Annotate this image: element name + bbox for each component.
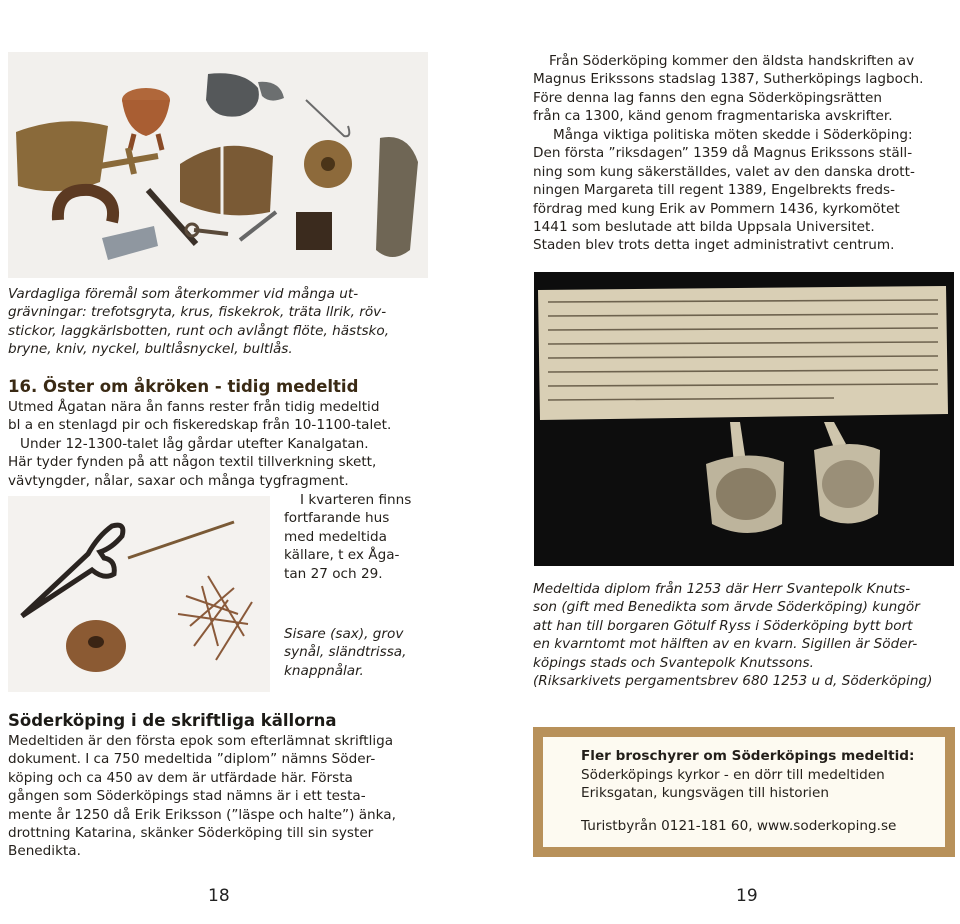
body-line: I kvarteren finns xyxy=(300,492,412,508)
body-line: Före denna lag fanns den egna Söderköpingsrätten xyxy=(533,89,883,106)
diploma-illustration xyxy=(534,272,954,566)
law-book-text xyxy=(533,52,953,126)
more-brochures-inner xyxy=(543,737,945,847)
caption-line: stickor, laggkärlsbotten, runt och avlångt flöte, hästsko, xyxy=(8,322,390,339)
body-line: dokument. I ca 750 medeltida ”diplom” nämns Söder- xyxy=(8,751,376,768)
tools-illustration xyxy=(8,496,270,692)
body-line: vävtyngder, nålar, saxar och många tygfragment. xyxy=(8,472,349,489)
caption-line: Sisare (sax), grov xyxy=(284,626,404,642)
page-number: 18 xyxy=(208,886,230,906)
objects-photo xyxy=(8,52,428,278)
body-line: köping och ca 450 av dem är utfärdade här. Första xyxy=(8,769,353,786)
politics-text xyxy=(533,126,953,255)
sources-text xyxy=(8,732,458,861)
body-line: Här tyder fynden på att någon textil tillverkning skett, xyxy=(8,454,377,471)
body-line: från ca 1300, känd genom fragmentariska avskrifter. xyxy=(533,108,893,125)
caption-line: Vardagliga föremål som återkommer vid många ut- xyxy=(8,286,359,302)
body-line: Magnus Erikssons stadslag 1387, Sutherköpings lagboch. xyxy=(533,71,924,88)
textile-tools-photo xyxy=(8,496,270,692)
diploma-caption xyxy=(533,580,958,690)
body-line: bl a en stenlagd pir och fiskeredskap från 10-1100-talet. xyxy=(8,417,392,434)
body-line: fördrag med kung Erik av Pommern 1436, kyrkomötet xyxy=(533,200,900,217)
section-16-text xyxy=(8,398,448,490)
caption-line: grävningar: trefotsgryta, krus, fiskekrok, träta llrik, röv- xyxy=(8,304,387,321)
body-line: Staden blev trots detta inget administrativt centrum. xyxy=(533,237,895,254)
tools-caption xyxy=(284,625,474,680)
objects-illustration xyxy=(8,52,428,278)
caption-line: köpings stads och Svantepolk Knutssons. xyxy=(533,654,814,671)
brochure-link[interactable]: Söderköpings kyrkor - en dörr till medeltiden xyxy=(581,766,885,783)
caption-line: synål, sländtrissa, xyxy=(284,644,407,661)
body-line: drottning Katarina, skänker Söderköping till sin syster xyxy=(8,825,374,842)
more-brochures-box xyxy=(533,727,955,857)
body-line: Medeltiden är den första epok som efterlämnat skriftliga xyxy=(8,733,394,749)
body-line: Benedikta. xyxy=(8,843,81,860)
body-line: Många viktiga politiska möten skedde i Söderköping: xyxy=(553,127,913,143)
caption-line: (Riksarkivets pergamentsbrev 680 1253 u d, Söderköping) xyxy=(533,673,933,690)
body-line: Utmed Ågatan nära ån fanns rester från tidig medeltid xyxy=(8,399,380,415)
section-16-heading: 16. Öster om åkröken - tidig medeltid xyxy=(8,377,359,396)
body-line: gången som Söderköpings stad nämns är i ett testa- xyxy=(8,788,366,805)
body-line: Under 12-1300-talet låg gårdar utefter Kanalgatan. xyxy=(20,435,369,452)
body-line: mente år 1250 då Erik Eriksson (”läspe och halte”) änka, xyxy=(8,806,396,823)
page-number: 19 xyxy=(736,886,758,906)
sources-heading: Söderköping i de skriftliga källorna xyxy=(8,711,337,730)
objects-caption xyxy=(8,285,448,359)
cellar-note xyxy=(284,491,474,583)
body-line: 1441 som beslutade att bilda Uppsala Universitet. xyxy=(533,219,875,236)
body-line: med medeltida xyxy=(284,528,387,545)
body-line: fortfarande hus xyxy=(284,510,390,527)
caption-line: bryne, kniv, nyckel, bultlåsnyckel, bultlås. xyxy=(8,341,293,358)
tourist-office-contact[interactable]: Turistbyrån 0121-181 60, www.soderkoping.se xyxy=(581,817,897,834)
body-line: källare, t ex Åga- xyxy=(284,547,400,564)
caption-line: att han till borgaren Götulf Ryss i Söderköping bytt bort xyxy=(533,617,913,634)
caption-line: knappnålar. xyxy=(284,662,364,679)
brochure-link[interactable]: Eriksgatan, kungsvägen till historien xyxy=(581,785,829,802)
body-line: Från Söderköping kommer den äldsta handskriften av xyxy=(549,53,915,69)
caption-line: en kvarntomt mot hälften av en kvarn. Sigillen är Söder- xyxy=(533,636,918,653)
caption-line: Medeltida diplom från 1253 där Herr Svantepolk Knuts- xyxy=(533,581,911,597)
caption-line: son (gift med Benedikta som ärvde Söderköping) kungör xyxy=(533,599,920,616)
body-line: ning som kung säkerställdes, valet av den danska drott- xyxy=(533,163,915,180)
body-line: tan 27 och 29. xyxy=(284,565,383,582)
diploma-photo xyxy=(534,272,954,566)
brochures-title: Fler broschyrer om Söderköpings medeltid: xyxy=(581,748,915,764)
body-line: Den första ”riksdagen” 1359 då Magnus Erikssons ställ- xyxy=(533,145,913,162)
body-line: ningen Margareta till regent 1389, Engelbrekts freds- xyxy=(533,182,895,199)
